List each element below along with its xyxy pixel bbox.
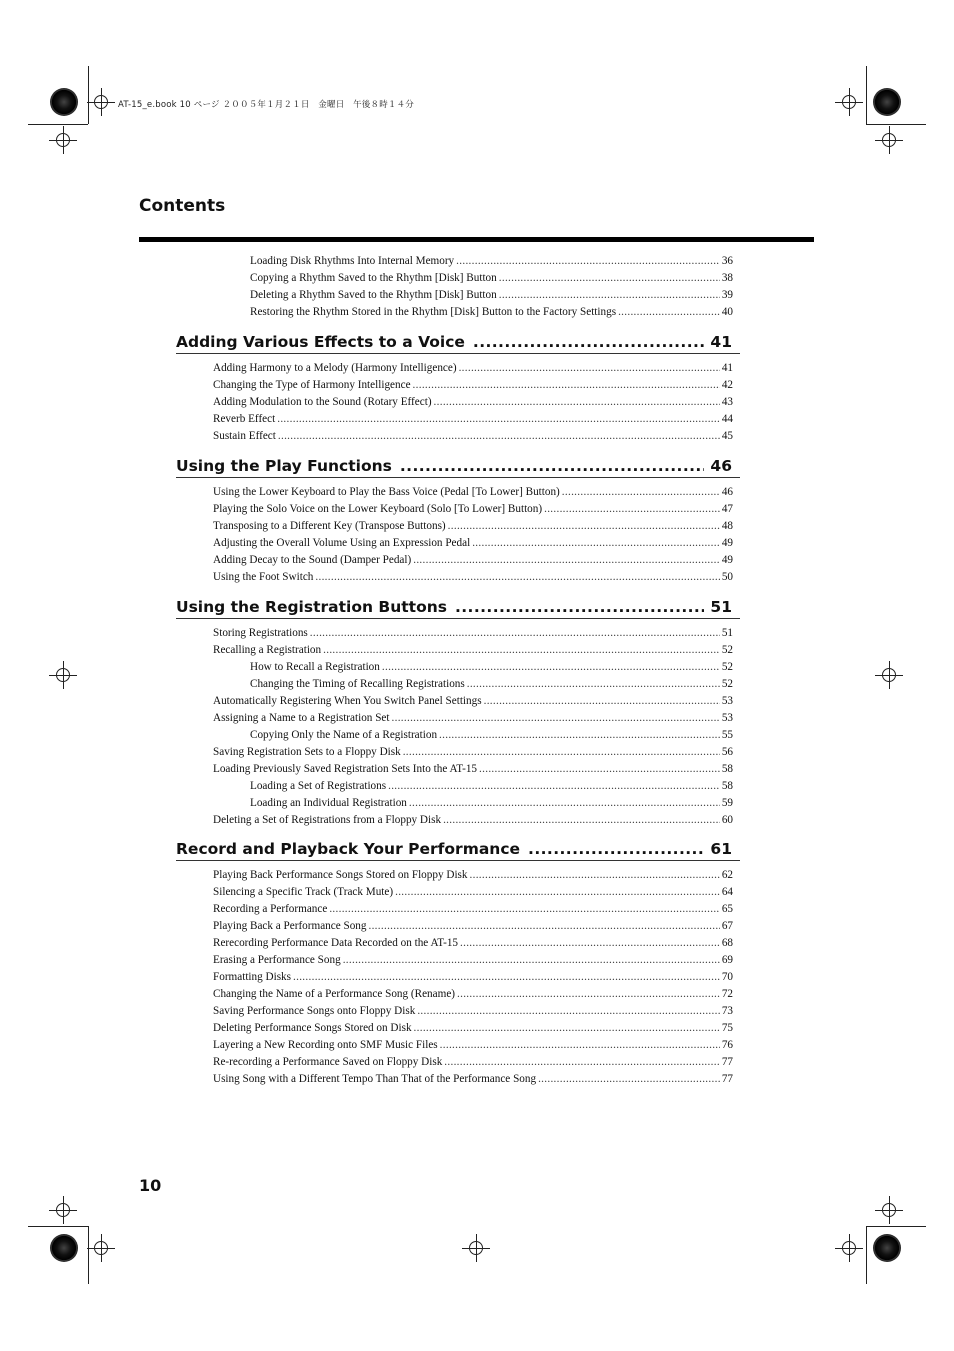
- entry-title: Changing the Type of Harmony Intelligence: [213, 379, 411, 391]
- entry-page: 41: [721, 362, 733, 374]
- entry-title: Adjusting the Overall Volume Using an Expression Pedal: [213, 537, 471, 549]
- toc-entry[interactable]: [213, 812, 733, 829]
- dot-leader: [413, 552, 720, 569]
- toc-entry[interactable]: [250, 270, 733, 287]
- toc-entry[interactable]: [213, 1020, 733, 1037]
- entry-title: Loading a Set of Registrations: [250, 780, 387, 792]
- dot-leader: [395, 884, 720, 901]
- entry-title: Re-recording a Performance Saved on Floppy Disk: [213, 1056, 443, 1068]
- toc-subentry[interactable]: [250, 659, 733, 676]
- section-heading[interactable]: [176, 455, 740, 478]
- toc-entry[interactable]: [213, 552, 733, 569]
- section-title: Using the Registration Buttons: [176, 598, 447, 616]
- dot-leader: [414, 1020, 720, 1037]
- section-title: Using the Play Functions: [176, 457, 392, 475]
- entry-title: Sustain Effect: [213, 430, 276, 442]
- crosshair-line: [63, 661, 64, 689]
- entry-page: 36: [721, 255, 733, 267]
- entry-page: 64: [721, 886, 733, 898]
- toc-entry[interactable]: [213, 952, 733, 969]
- crosshair-line: [63, 1196, 64, 1224]
- toc-entry[interactable]: [213, 377, 733, 394]
- entry-title: Loading an Individual Registration: [250, 797, 407, 809]
- crop-line: [88, 66, 89, 124]
- toc-entry[interactable]: [213, 918, 733, 935]
- section-heading[interactable]: [176, 838, 740, 861]
- entry-title: Copying Only the Name of a Registration: [250, 729, 438, 741]
- toc-subentry[interactable]: [250, 727, 733, 744]
- entry-title: Saving Performance Songs onto Floppy Disk: [213, 1005, 416, 1017]
- crop-line: [866, 1226, 867, 1284]
- entry-title: Changing the Timing of Recalling Registrations: [250, 678, 465, 690]
- dot-leader: [278, 428, 720, 445]
- toc-entry[interactable]: [213, 969, 733, 986]
- toc-entry[interactable]: [213, 1003, 733, 1020]
- crosshair-line: [889, 661, 890, 689]
- toc-entry[interactable]: [213, 535, 733, 552]
- dot-leader: [440, 1037, 720, 1054]
- entry-title: Saving Registration Sets to a Floppy Disk: [213, 746, 401, 758]
- entry-title: Deleting a Rhythm Saved to the Rhythm [Disk] Button: [250, 289, 497, 301]
- entry-page: 49: [721, 537, 733, 549]
- entry-page: 77: [721, 1073, 733, 1085]
- entry-title: Reverb Effect: [213, 413, 276, 425]
- registration-disc-icon: [50, 88, 78, 116]
- toc-entry[interactable]: [213, 411, 733, 428]
- crosshair-line: [849, 88, 850, 116]
- toc-entry[interactable]: [213, 761, 733, 778]
- entry-page: 48: [721, 520, 733, 532]
- title-rule: [139, 237, 814, 242]
- dot-leader: [448, 518, 720, 535]
- entry-title: Formatting Disks: [213, 971, 292, 983]
- entry-page: 38: [721, 272, 733, 284]
- section-heading[interactable]: [176, 331, 740, 354]
- entry-page: 56: [721, 746, 733, 758]
- entry-page: 73: [721, 1005, 733, 1017]
- print-header: AT-15_e.book 10 ページ ２００５年１月２１日 金曜日 午後８時１４分: [118, 100, 415, 110]
- entry-page: 53: [721, 712, 733, 724]
- toc-entry[interactable]: [213, 693, 733, 710]
- dot-leader: [467, 676, 720, 693]
- entry-page: 52: [721, 644, 733, 656]
- toc-entry[interactable]: [213, 642, 733, 659]
- entry-page: 46: [721, 486, 733, 498]
- section-page: 61: [710, 840, 732, 858]
- toc-entry[interactable]: [213, 569, 733, 586]
- entry-title: Playing the Solo Voice on the Lower Keyboard (Solo [To Lower] Button): [213, 503, 543, 515]
- entry-page: 50: [721, 571, 733, 583]
- dot-leader: [343, 952, 720, 969]
- entry-page: 60: [721, 814, 733, 826]
- crop-line: [866, 124, 926, 125]
- dot-leader: [473, 331, 705, 353]
- dot-leader: [499, 270, 720, 287]
- entry-title: Adding Decay to the Sound (Damper Pedal): [213, 554, 412, 566]
- toc-entry[interactable]: [213, 744, 733, 761]
- entry-page: 39: [721, 289, 733, 301]
- crosshair-line: [63, 126, 64, 154]
- dot-leader: [544, 501, 720, 518]
- entry-title: Recalling a Registration: [213, 644, 322, 656]
- entry-title: Adding Modulation to the Sound (Rotary Effect): [213, 396, 432, 408]
- toc-subentry[interactable]: [250, 795, 733, 812]
- page-number: 10: [139, 1176, 162, 1195]
- entry-page: 53: [721, 695, 733, 707]
- entry-title: Using the Foot Switch: [213, 571, 314, 583]
- entry-title: Assigning a Name to a Registration Set: [213, 712, 390, 724]
- crosshair-line: [101, 88, 102, 116]
- section-page: 41: [710, 333, 732, 351]
- dot-leader: [310, 625, 720, 642]
- toc-entry[interactable]: [213, 1071, 733, 1088]
- dot-leader: [277, 411, 720, 428]
- toc-entry[interactable]: [250, 287, 733, 304]
- dot-leader: [323, 642, 720, 659]
- entry-page: 42: [721, 379, 733, 391]
- entry-title: Deleting Performance Songs Stored on Disk: [213, 1022, 412, 1034]
- dot-leader: [368, 918, 719, 935]
- dot-leader: [439, 727, 720, 744]
- toc-entry[interactable]: [213, 986, 733, 1003]
- entry-title: Playing Back a Performance Song: [213, 920, 367, 932]
- entry-title: Restoring the Rhythm Stored in the Rhythm [Disk] Button to the Factory Settings: [250, 306, 617, 318]
- entry-page: 47: [721, 503, 733, 515]
- crosshair-line: [101, 1234, 102, 1262]
- entry-title: Deleting a Set of Registrations from a Floppy Disk: [213, 814, 442, 826]
- entry-page: 77: [721, 1056, 733, 1068]
- entry-page: 65: [721, 903, 733, 915]
- section-title: Adding Various Effects to a Voice: [176, 333, 465, 351]
- dot-leader: [479, 761, 720, 778]
- entry-page: 52: [721, 678, 733, 690]
- crosshair-line: [476, 1234, 477, 1262]
- entry-page: 51: [721, 627, 733, 639]
- entry-title: Rerecording Performance Data Recorded on the AT-15: [213, 937, 459, 949]
- dot-leader: [618, 304, 720, 321]
- entry-title: Automatically Registering When You Switch Panel Settings: [213, 695, 482, 707]
- toc-entry[interactable]: [213, 884, 733, 901]
- entry-page: 76: [721, 1039, 733, 1051]
- toc-entry[interactable]: [213, 1037, 733, 1054]
- dot-leader: [472, 535, 720, 552]
- registration-disc-icon: [50, 1234, 78, 1262]
- entry-page: 44: [721, 413, 733, 425]
- dot-leader: [562, 484, 720, 501]
- crop-line: [88, 1226, 89, 1284]
- toc-entry[interactable]: [213, 394, 733, 411]
- entry-title: Adding Harmony to a Melody (Harmony Intelligence): [213, 362, 457, 374]
- entry-page: 55: [721, 729, 733, 741]
- dot-leader: [456, 253, 720, 270]
- entry-title: Using the Lower Keyboard to Play the Bass Voice (Pedal [To Lower] Button): [213, 486, 560, 498]
- dot-leader: [382, 659, 720, 676]
- entry-page: 70: [721, 971, 733, 983]
- toc-entry[interactable]: [213, 484, 733, 501]
- entry-title: Storing Registrations: [213, 627, 308, 639]
- crop-line: [28, 1226, 88, 1227]
- toc-entry[interactable]: [213, 710, 733, 727]
- entry-page: 40: [721, 306, 733, 318]
- dot-leader: [538, 1071, 720, 1088]
- dot-leader: [409, 795, 720, 812]
- dot-leader: [403, 744, 720, 761]
- crosshair-line: [889, 1196, 890, 1224]
- toc-entry[interactable]: [213, 518, 733, 535]
- entry-page: 69: [721, 954, 733, 966]
- entry-title: Playing Back Performance Songs Stored on Floppy Disk: [213, 869, 468, 881]
- crosshair-line: [849, 1234, 850, 1262]
- toc-subentry[interactable]: [250, 778, 733, 795]
- entry-title: Silencing a Specific Track (Track Mute): [213, 886, 394, 898]
- entry-page: 75: [721, 1022, 733, 1034]
- entry-page: 62: [721, 869, 733, 881]
- dot-leader: [434, 394, 720, 411]
- toc-entry[interactable]: [213, 360, 733, 377]
- crosshair-line: [889, 126, 890, 154]
- toc-entry[interactable]: [213, 935, 733, 952]
- toc-entry[interactable]: [213, 428, 733, 445]
- crop-line: [866, 66, 867, 124]
- registration-disc-icon: [873, 88, 901, 116]
- dot-leader: [293, 969, 720, 986]
- entry-page: 67: [721, 920, 733, 932]
- toc-entry[interactable]: [213, 901, 733, 918]
- dot-leader: [392, 710, 720, 727]
- section-page: 51: [710, 598, 732, 616]
- entry-page: 68: [721, 937, 733, 949]
- dot-leader: [459, 360, 720, 377]
- toc-entry[interactable]: [213, 625, 733, 642]
- entry-page: 52: [721, 661, 733, 673]
- entry-title: How to Recall a Registration: [250, 661, 380, 673]
- toc-subentry[interactable]: [250, 676, 733, 693]
- dot-leader: [315, 569, 719, 586]
- entry-page: 59: [721, 797, 733, 809]
- section-heading[interactable]: [176, 596, 740, 619]
- dot-leader: [443, 812, 720, 829]
- entry-title: Using Song with a Different Tempo Than That of the Performance Song: [213, 1073, 537, 1085]
- dot-leader: [455, 596, 704, 618]
- dot-leader: [484, 693, 720, 710]
- toc-entry[interactable]: [213, 867, 733, 884]
- crop-line: [866, 1226, 926, 1227]
- entry-page: 49: [721, 554, 733, 566]
- section-page: 46: [710, 457, 732, 475]
- page-title: Contents: [139, 196, 226, 216]
- toc-entry[interactable]: [250, 253, 733, 270]
- dot-leader: [417, 1003, 720, 1020]
- entry-title: Erasing a Performance Song: [213, 954, 341, 966]
- dot-leader: [413, 377, 720, 394]
- dot-leader: [528, 838, 704, 860]
- entry-title: Copying a Rhythm Saved to the Rhythm [Disk] Button: [250, 272, 497, 284]
- entry-title: Transposing to a Different Key (Transpose Buttons): [213, 520, 446, 532]
- dot-leader: [499, 287, 720, 304]
- dot-leader: [329, 901, 720, 918]
- section-title: Record and Playback Your Performance: [176, 840, 521, 858]
- entry-page: 72: [721, 988, 733, 1000]
- dot-leader: [460, 935, 720, 952]
- crop-line: [28, 124, 88, 125]
- toc-entry[interactable]: [213, 501, 733, 518]
- dot-leader: [444, 1054, 720, 1071]
- dot-leader: [400, 455, 705, 477]
- entry-page: 45: [721, 430, 733, 442]
- entry-page: 43: [721, 396, 733, 408]
- entry-page: 58: [721, 780, 733, 792]
- dot-leader: [457, 986, 720, 1003]
- entry-title: Loading Previously Saved Registration Sets Into the AT-15: [213, 763, 478, 775]
- toc-entry[interactable]: [250, 304, 733, 321]
- dot-leader: [470, 867, 720, 884]
- dot-leader: [388, 778, 720, 795]
- entry-title: Loading Disk Rhythms Into Internal Memory: [250, 255, 455, 267]
- toc-entry[interactable]: [213, 1054, 733, 1071]
- entry-title: Changing the Name of a Performance Song (Rename): [213, 988, 456, 1000]
- entry-title: Recording a Performance: [213, 903, 328, 915]
- entry-title: Layering a New Recording onto SMF Music Files: [213, 1039, 438, 1051]
- entry-page: 58: [721, 763, 733, 775]
- registration-disc-icon: [873, 1234, 901, 1262]
